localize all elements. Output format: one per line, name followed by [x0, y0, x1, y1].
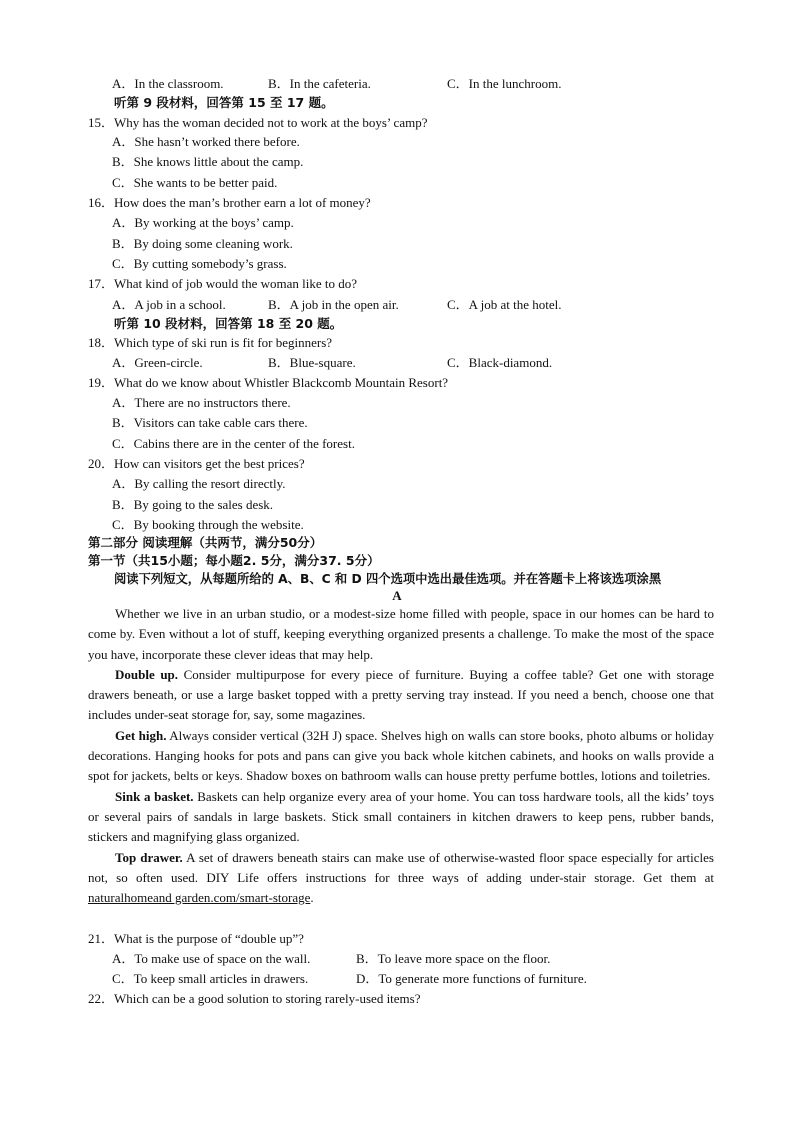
passage-intro: Whether we live in an urban studio, or a modest-size home filled with people, space in our homes can be hard to come by. Even without a lot of stuff, keeping everything organized presents a challenge. To make the most of the space you have, incorporate these clever ideas that may help.: [88, 606, 714, 662]
get-high-heading: Get high.: [115, 727, 167, 743]
q20-stem: 20．How can visitors get the best prices?: [88, 456, 305, 471]
passage-paragraph-double-up: [88, 665, 714, 726]
q16-option-b: B．By doing some cleaning work.: [112, 236, 293, 251]
q18-option-b: B．Blue-square.: [268, 355, 356, 370]
top-drawer-end: .: [310, 890, 314, 906]
passage-letter: A: [392, 588, 402, 603]
q16-option-c: C．By cutting somebody’s grass.: [112, 256, 287, 271]
passage-paragraph-sink-a-basket: [88, 787, 714, 848]
q15-option-b: B．She knows little about the camp.: [112, 154, 304, 169]
passage: [88, 604, 714, 908]
storage-link[interactable]: naturalhomeand garden.com/smart-storage: [88, 890, 311, 906]
double-up-text: Consider multipurpose for every piece of furniture. Buying a coffee table? Get one with storage drawers beneath, or use a large basket topped with a pretty serving tray instead. If you need a bench, choose one that includes under-seat storage for, say, some magazines.: [88, 666, 714, 723]
q19-option-a: A．There are no instructors there.: [112, 395, 291, 410]
q21-option-d: D．To generate more functions of furniture.: [356, 971, 587, 986]
q17-stem: 17．What kind of job would the woman like to do?: [88, 276, 357, 291]
q20-option-c: C．By booking through the website.: [112, 517, 304, 532]
q19-option-b: B．Visitors can take cable cars there.: [112, 415, 308, 430]
sink-a-basket-text: Baskets can help organize every area of your home. You can toss hardware tools, all the kids’ toys or several pairs of sandals in large baskets. Stick small containers in kitchen drawers to keep pens, rubber bands, stickers and magnifying glass organized.: [88, 788, 715, 845]
q15-option-c: C．She wants to be better paid.: [112, 175, 278, 190]
q17-option-a: A．A job in a school.: [112, 297, 226, 312]
q16-option-a: A．By working at the boys’ camp.: [112, 215, 294, 230]
double-up-heading: Double up.: [115, 666, 179, 682]
reading-instruction: 阅读下列短文，从每题所给的 A、B、C 和 D 四个选项中选出最佳选项。并在答题卡上将该选项涂黑: [114, 572, 662, 586]
section-10-heading: 听第 10 段材料，回答第 18 至 20 题。: [114, 316, 343, 331]
q19-stem: 19．What do we know about Whistler Blackcomb Mountain Resort?: [88, 375, 449, 390]
q14-option-b: B．In the cafeteria.: [268, 76, 371, 91]
sink-a-basket-heading: Sink a basket.: [115, 788, 194, 804]
q21-option-c: C．To keep small articles in drawers.: [112, 971, 309, 986]
q15-option-a: A．She hasn’t worked there before.: [112, 134, 300, 149]
q16-stem: 16．How does the man’s brother earn a lot of money?: [88, 195, 371, 210]
section-9-heading: 听第 9 段材料，回答第 15 至 17 题。: [114, 95, 334, 110]
q21-stem: 21．What is the purpose of “double up”?: [88, 931, 304, 946]
q17-option-c: C．A job at the hotel.: [447, 297, 562, 312]
q18-option-c: C．Black-diamond.: [447, 355, 553, 370]
q17-option-b: B．A job in the open air.: [268, 297, 399, 312]
q21-option-a: A．To make use of space on the wall.: [112, 951, 311, 966]
q18-stem: 18．Which type of ski run is fit for beginners?: [88, 335, 333, 350]
q20-option-a: A．By calling the resort directly.: [112, 476, 286, 491]
part-2-heading: 第二部分 阅读理解（共两节，满分50分）: [88, 535, 323, 550]
q14-option-c: C．In the lunchroom.: [447, 76, 562, 91]
passage-paragraph-top-drawer: [88, 848, 714, 909]
q21-option-b: B．To leave more space on the floor.: [356, 951, 551, 966]
get-high-text: Always consider vertical (32H J) space. Shelves high on walls can store books, photo albums or holiday decorations. Hanging hooks for pots and pans can give you back whole kitchen cabinets, and hooks on walls provide a spot for jackets, belts or keys. Shadow boxes on bathroom walls can house pretty perfume bottles, lotions and toiletries.: [88, 727, 714, 784]
passage-paragraph-get-high: [88, 726, 714, 787]
q15-stem: 15．Why has the woman decided not to work at the boys’ camp?: [88, 115, 428, 130]
q22-stem: 22．Which can be a good solution to storing rarely-used items?: [88, 991, 421, 1006]
section-1-heading: 第一节（共15小题；每小题2. 5分，满分37. 5分）: [88, 553, 380, 568]
q14-option-a: A．In the classroom.: [112, 76, 224, 91]
q19-option-c: C．Cabins there are in the center of the forest.: [112, 436, 355, 451]
top-drawer-text: A set of drawers beneath stairs can make use of otherwise-wasted floor space especially for articles not, so often used. DIY Life offers instructions for three ways of adding under-stair storage. Get them at: [88, 849, 714, 885]
top-drawer-heading: Top drawer.: [115, 849, 183, 865]
q20-option-b: B．By going to the sales desk.: [112, 497, 274, 512]
q18-option-a: A．Green-circle.: [112, 355, 203, 370]
